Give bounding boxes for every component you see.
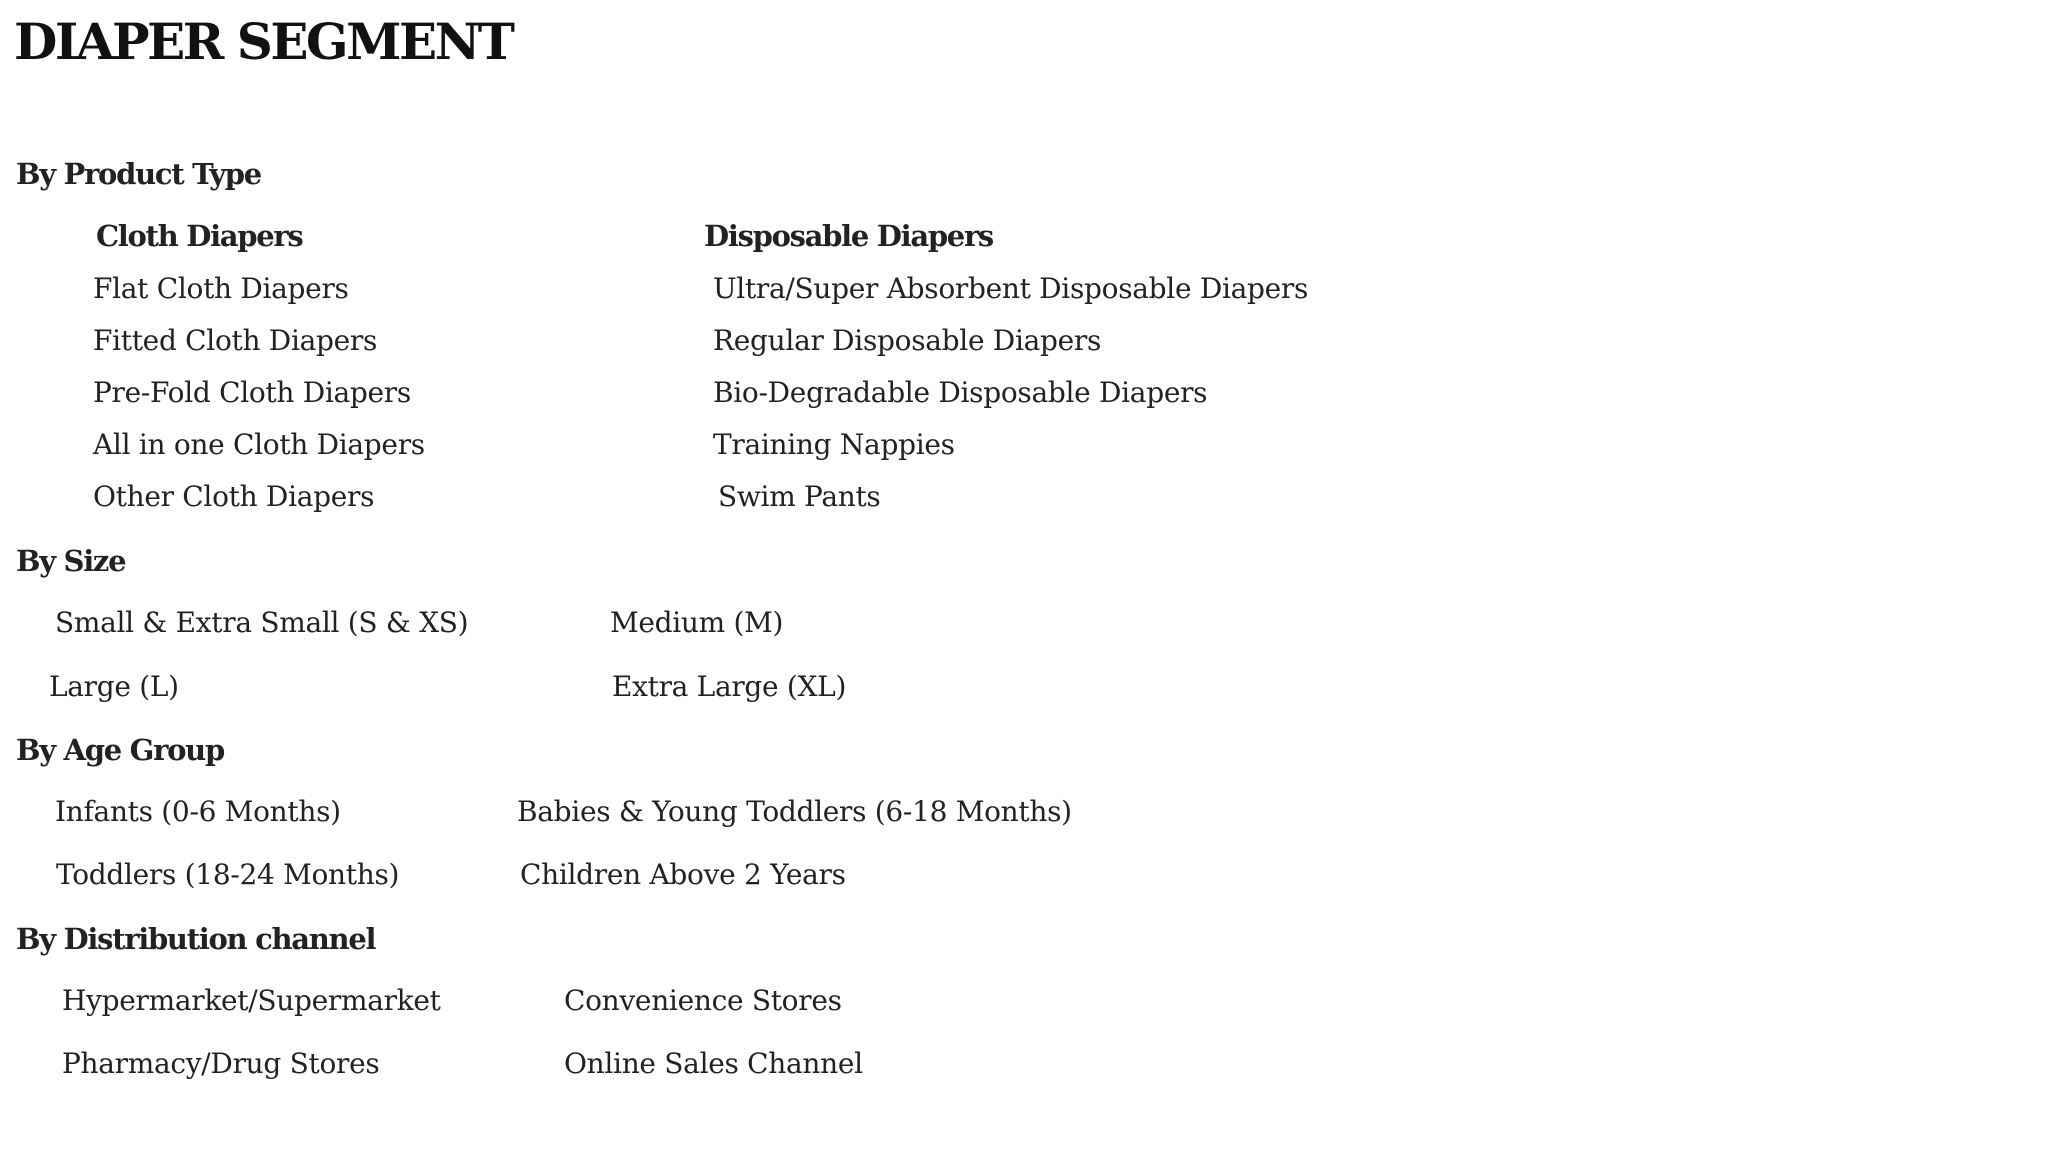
list-item-fitted-cloth: Fitted Cloth Diapers (93, 324, 378, 357)
list-item-age-infants: Infants (0-6 Months) (55, 795, 341, 828)
list-item-age-children: Children Above 2 Years (520, 858, 846, 891)
section-heading-distribution: By Distribution channel (16, 922, 376, 956)
list-item-age-toddlers: Toddlers (18-24 Months) (56, 858, 400, 891)
list-item-hypermarket: Hypermarket/Supermarket (62, 984, 441, 1017)
list-item-convenience: Convenience Stores (564, 984, 842, 1017)
list-item-training-nappies: Training Nappies (713, 428, 955, 461)
list-item-online: Online Sales Channel (564, 1047, 863, 1080)
list-item-prefold-cloth: Pre-Fold Cloth Diapers (93, 376, 411, 409)
section-heading-age-group: By Age Group (16, 733, 224, 767)
list-item-all-in-one-cloth: All in one Cloth Diapers (93, 428, 425, 461)
subheading-cloth-diapers: Cloth Diapers (96, 219, 303, 253)
list-item-size-xl: Extra Large (XL) (612, 670, 847, 703)
list-item-ultra-absorbent: Ultra/Super Absorbent Disposable Diapers (713, 272, 1309, 305)
list-item-pharmacy: Pharmacy/Drug Stores (62, 1047, 380, 1080)
list-item-regular-disposable: Regular Disposable Diapers (713, 324, 1102, 357)
list-item-size-small: Small & Extra Small (S & XS) (55, 606, 469, 639)
subheading-disposable-diapers: Disposable Diapers (704, 219, 993, 253)
list-item-swim-pants: Swim Pants (718, 480, 881, 513)
list-item-other-cloth: Other Cloth Diapers (93, 480, 375, 513)
section-heading-product-type: By Product Type (16, 157, 261, 191)
list-item-flat-cloth: Flat Cloth Diapers (93, 272, 349, 305)
section-heading-size: By Size (16, 544, 126, 578)
list-item-size-medium: Medium (M) (610, 606, 784, 639)
page-title: DIAPER SEGMENT (14, 12, 513, 71)
list-item-biodegradable: Bio-Degradable Disposable Diapers (713, 376, 1208, 409)
list-item-age-babies: Babies & Young Toddlers (6-18 Months) (517, 795, 1072, 828)
list-item-size-large: Large (L) (49, 670, 179, 703)
